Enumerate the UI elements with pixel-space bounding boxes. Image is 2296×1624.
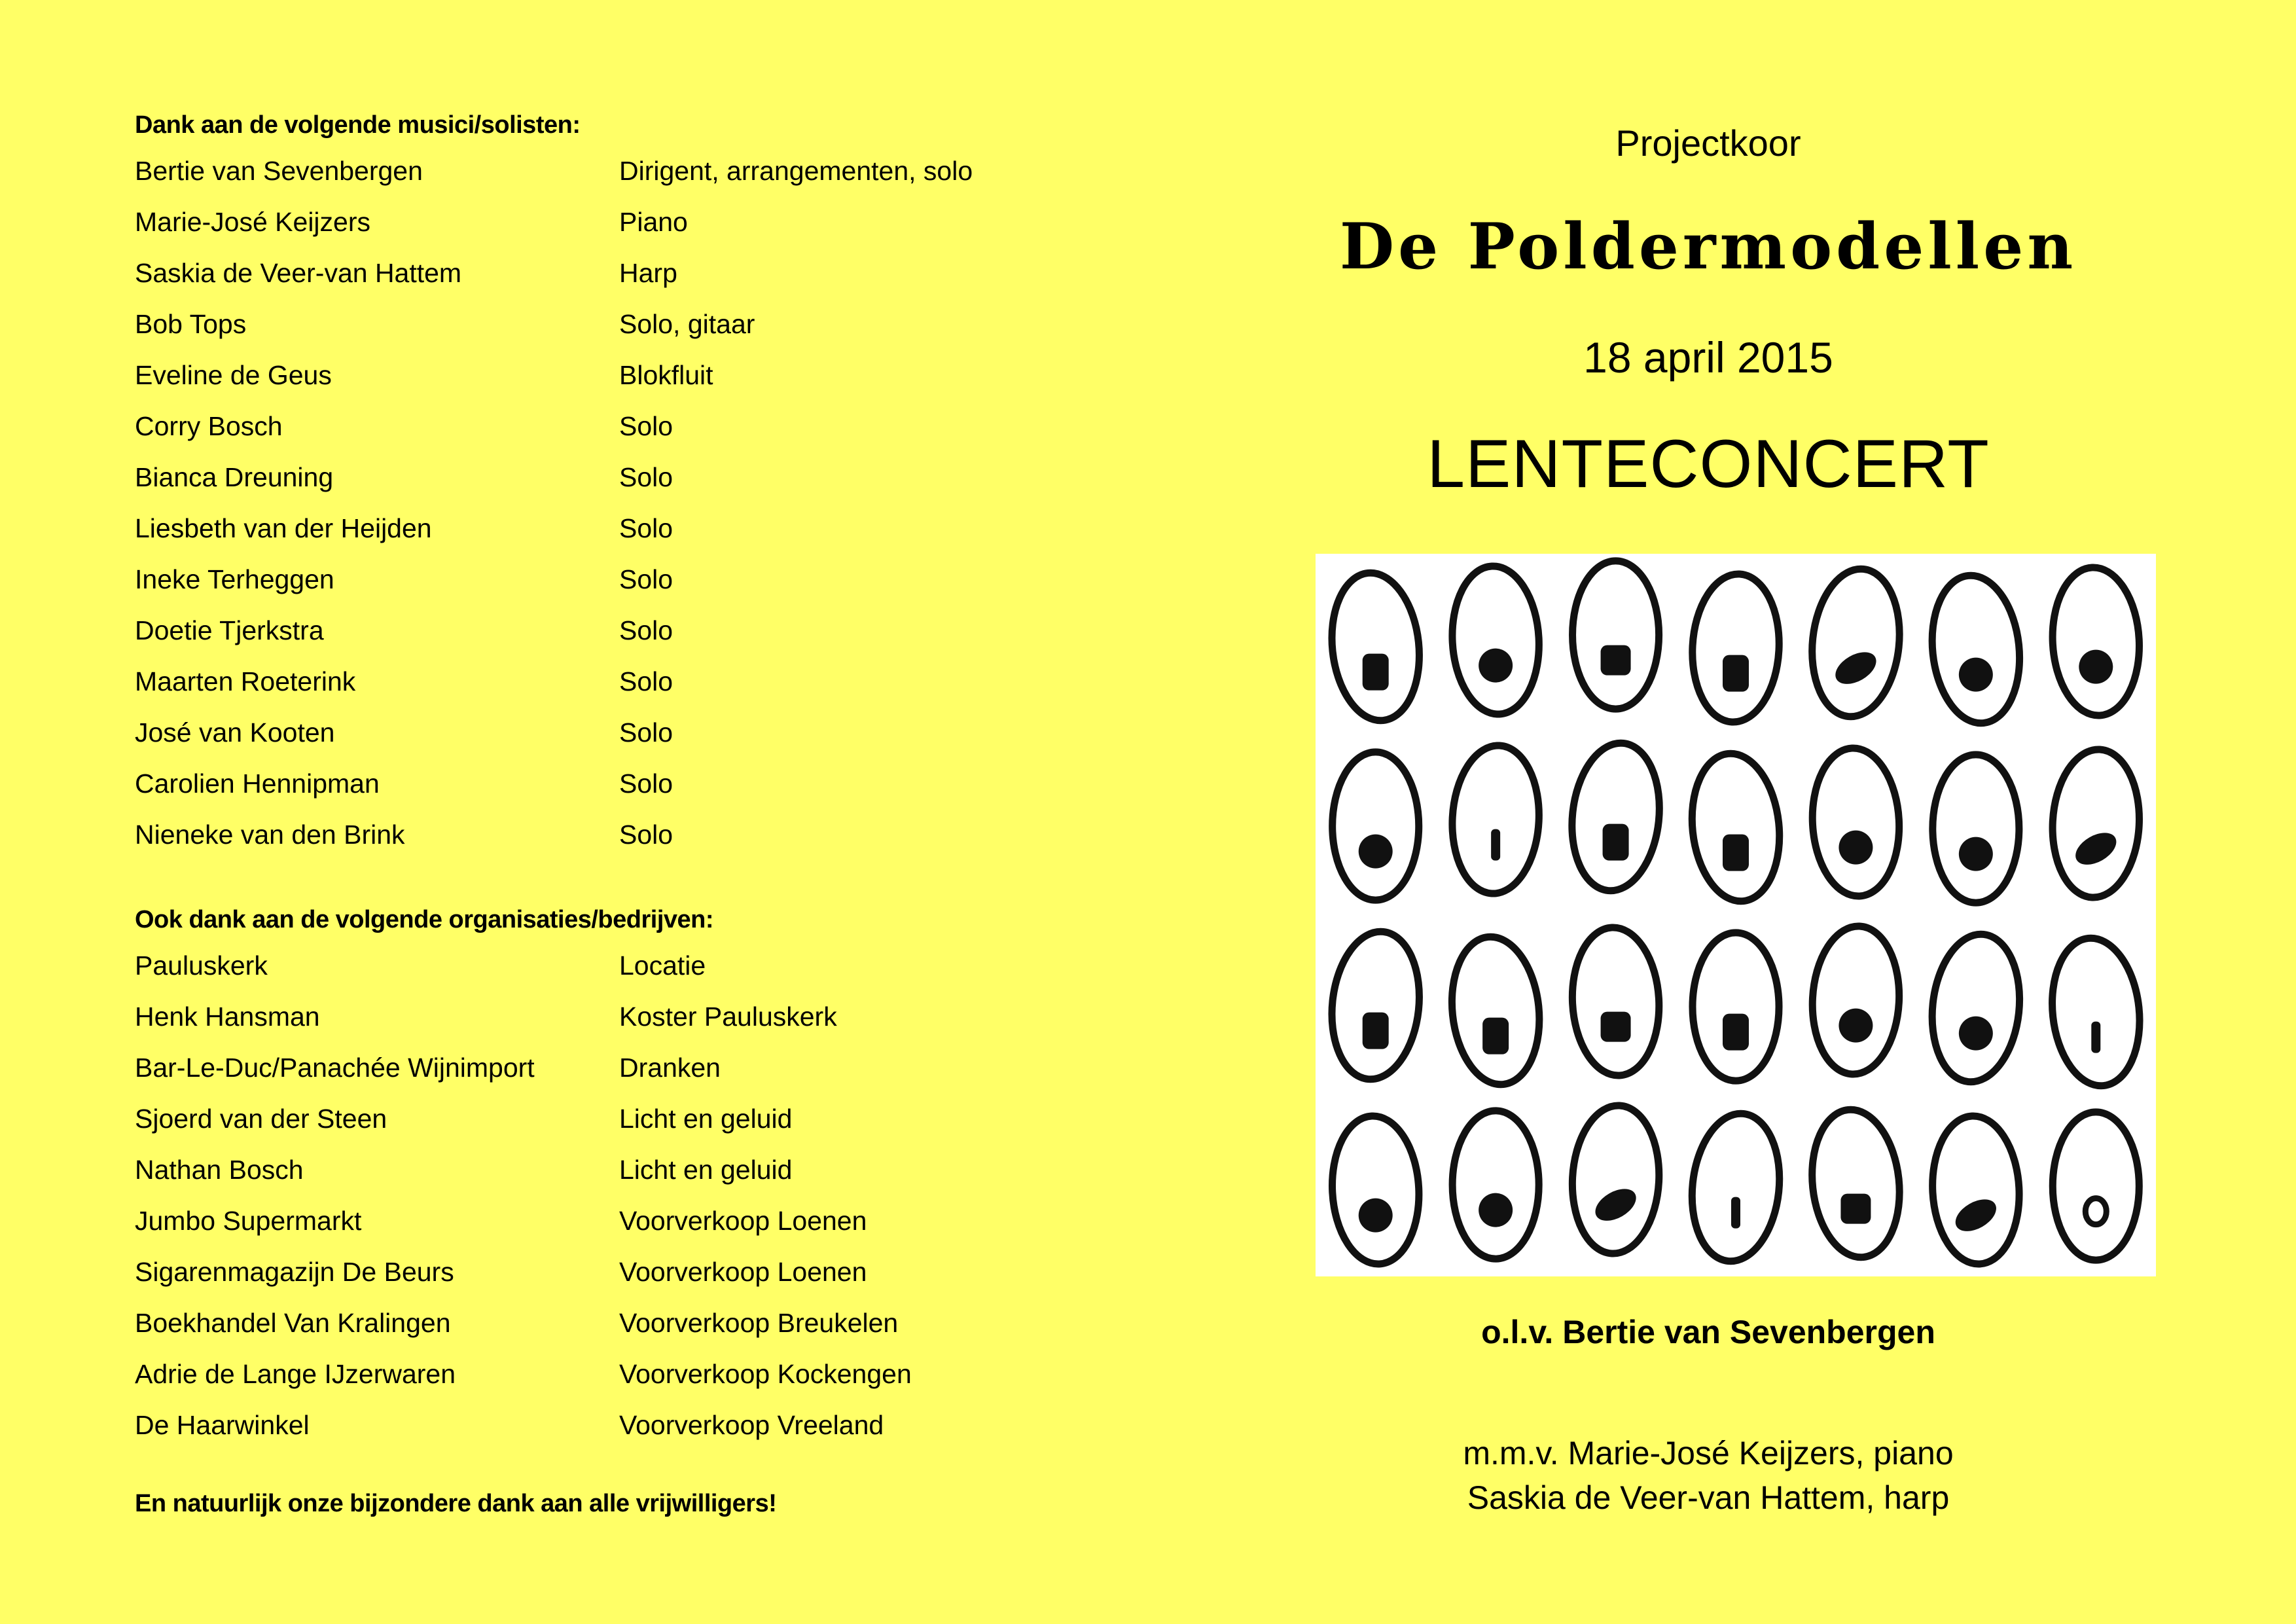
organisation-row-name: Nathan Bosch <box>135 1154 304 1185</box>
musician-row-role: Harp <box>619 257 677 288</box>
musician-row <box>135 350 1117 401</box>
mouth-shape <box>1731 1197 1740 1229</box>
mouth-outline <box>1329 1114 1423 1267</box>
mouth-shape <box>2070 826 2122 871</box>
organisation-row <box>135 1348 1117 1399</box>
musician-row-name: Bianca Dreuning <box>135 461 334 492</box>
musician-row <box>135 298 1117 350</box>
musician-row <box>135 196 1117 247</box>
mouth-outline <box>1452 1111 1539 1259</box>
mouth-shape <box>2079 650 2113 684</box>
organisation-row-role: Dranken <box>619 1052 721 1083</box>
concert-date: 18 april 2015 <box>1583 333 1833 382</box>
organisation-row-name: Pauluskerk <box>135 950 268 981</box>
mouth-outline <box>1573 561 1659 709</box>
mouth-shape <box>1959 1017 1993 1051</box>
organisation-row-role: Voorverkoop Vreeland <box>619 1409 884 1440</box>
mouth-outline <box>2049 748 2143 900</box>
organisation-row <box>135 1144 1117 1195</box>
musician-row-role: Dirigent, arrangementen, solo <box>619 155 973 186</box>
organisation-row-name: Sigarenmagazijn De Beurs <box>135 1256 454 1287</box>
mouth-outline <box>1569 926 1663 1078</box>
mouth-outline <box>1693 933 1779 1081</box>
choir-name: De Poldermodellen <box>1339 209 2077 283</box>
organisation-row-name: Jumbo Supermarkt <box>135 1205 362 1236</box>
musician-row-name: Marie-José Keijzers <box>135 206 370 237</box>
organisation-row-role: Voorverkoop Loenen <box>619 1205 867 1236</box>
mouth-outline <box>2045 934 2147 1091</box>
organisation-row <box>135 940 1117 991</box>
organisation-row-role: Koster Pauluskerk <box>619 1001 837 1032</box>
musician-row <box>135 247 1117 298</box>
musician-row-name: Bertie van Sevenbergen <box>135 155 423 186</box>
mouth-shape <box>1723 1014 1749 1051</box>
mouth-outline <box>2053 1112 2139 1260</box>
organisations-heading: Ook dank aan de volgende organisaties/bedrijven: <box>135 906 714 933</box>
organisation-row-name: Bar-Le-Duc/Panachée Wijnimport <box>135 1052 535 1083</box>
organisation-row-name: Adrie de Lange IJzerwaren <box>135 1358 456 1389</box>
cover-subtitle: Projectkoor <box>1615 122 1801 164</box>
musician-row <box>135 809 1117 860</box>
mouth-shape <box>1363 654 1389 691</box>
organisation-row <box>135 991 1117 1042</box>
musician-row <box>135 605 1117 656</box>
organisation-row-name: Boekhandel Van Kralingen <box>135 1307 451 1338</box>
mouth-shape <box>1491 829 1500 861</box>
mouths-drawing <box>1316 554 2156 1276</box>
mouth-shape <box>1830 645 1882 691</box>
musician-row-role: Solo <box>619 717 673 748</box>
musician-row-name: Eveline de Geus <box>135 359 332 390</box>
musician-row-name: Ineke Terheggen <box>135 564 334 594</box>
musician-row-role: Blokfluit <box>619 359 713 390</box>
thanks-panel <box>135 105 1117 1518</box>
spacer <box>135 860 1117 899</box>
musician-row-role: Solo <box>619 615 673 645</box>
mouth-outline <box>1685 749 1786 906</box>
mouth-shape <box>1839 1009 1873 1043</box>
musician-row-role: Solo <box>619 513 673 543</box>
mouth-outline <box>1925 930 2026 1087</box>
musician-row-role: Solo <box>619 410 673 441</box>
organisation-row <box>135 1042 1117 1093</box>
musician-row-name: Liesbeth van der Heijden <box>135 513 432 543</box>
musician-row <box>135 401 1117 452</box>
mouth-outline <box>1933 755 2019 903</box>
mouth-shape <box>1723 655 1749 692</box>
organisation-row-role: Voorverkoop Kockengen <box>619 1358 912 1389</box>
mouth-shape <box>1959 837 1993 871</box>
mouth-outline <box>1685 1110 1786 1266</box>
mouth-outline <box>1448 744 1543 896</box>
mouth-outline <box>1689 572 1783 725</box>
mouth-shape <box>1363 1013 1389 1049</box>
organisation-row <box>135 1246 1117 1297</box>
mouth-shape <box>1590 1182 1641 1227</box>
musicians-list <box>135 145 1117 860</box>
musician-row-role: Piano <box>619 206 688 237</box>
mouth-shape <box>1601 645 1631 676</box>
mouth-outline <box>1925 571 2026 728</box>
mouth-shape <box>1839 831 1873 865</box>
featuring-lines <box>1283 1431 2134 1520</box>
mouth-shape <box>1723 835 1749 871</box>
mouth-outline <box>1565 739 1666 895</box>
closing-note: En natuurlijk onze bijzondere dank aan alle vrijwilligers! <box>135 1490 777 1517</box>
mouth-shape <box>1950 1193 2001 1238</box>
mouth-shape <box>1840 1194 1871 1224</box>
musician-row <box>135 656 1117 707</box>
musician-row <box>135 503 1117 554</box>
organisation-row <box>135 1297 1117 1348</box>
organisation-row-name: De Haarwinkel <box>135 1409 310 1440</box>
mouth-shape <box>1601 1012 1631 1042</box>
organisation-row-role: Voorverkoop Loenen <box>619 1256 867 1287</box>
musician-row <box>135 554 1117 605</box>
mouth-outline <box>1929 1114 2023 1267</box>
organisation-row-name: Henk Hansman <box>135 1001 320 1032</box>
mouth-outline <box>1445 933 1547 1089</box>
mouth-outline <box>1569 1104 1663 1256</box>
musician-row <box>135 452 1117 503</box>
musician-row-name: Bob Tops <box>135 308 247 339</box>
mouth-shape <box>1359 1199 1393 1233</box>
organisation-row <box>135 1093 1117 1144</box>
musician-row-name: Carolien Hennipman <box>135 768 380 799</box>
musician-row <box>135 707 1117 758</box>
musician-row-name: José van Kooten <box>135 717 335 748</box>
musician-row-role: Solo <box>619 564 673 594</box>
organisation-row-role: Voorverkoop Breukelen <box>619 1307 899 1338</box>
featuring-harpist: Saskia de Veer-van Hattem, harp <box>1467 1479 1950 1516</box>
organisation-row-role: Licht en geluid <box>619 1103 793 1134</box>
mouth-outline <box>1809 924 1903 1077</box>
musician-row-name: Saskia de Veer-van Hattem <box>135 257 462 288</box>
organisation-row <box>135 1399 1117 1451</box>
musician-row-name: Corry Bosch <box>135 410 283 441</box>
mouth-outline <box>1809 746 1903 899</box>
musician-row-name: Doetie Tjerkstra <box>135 615 324 645</box>
mouth-shape <box>2085 1199 2106 1225</box>
organisation-row <box>135 1195 1117 1246</box>
mouth-outline <box>1333 752 1419 900</box>
mouth-outline <box>1805 1106 1907 1262</box>
mouth-outline <box>1805 565 1907 721</box>
organisation-row-role: Locatie <box>619 950 706 981</box>
concert-title: LENTECONCERT <box>1427 426 1990 502</box>
musician-row-role: Solo <box>619 666 673 696</box>
mouth-shape <box>1959 658 1993 692</box>
musicians-heading: Dank aan de volgende musici/solisten: <box>135 111 581 139</box>
musician-row-role: Solo <box>619 461 673 492</box>
organisation-row-name: Sjoerd van der Steen <box>135 1103 387 1134</box>
conductor-line: o.l.v. Bertie van Sevenbergen <box>1481 1314 1935 1350</box>
featuring-pianist: m.m.v. Marie-José Keijzers, piano <box>1463 1435 1954 1471</box>
musician-row-role: Solo, gitaar <box>619 308 755 339</box>
musician-row-name: Nieneke van den Brink <box>135 819 405 850</box>
mouth-outline <box>2049 566 2143 718</box>
musician-row <box>135 758 1117 809</box>
musician-row-name: Maarten Roeterink <box>135 666 356 696</box>
mouth-shape <box>1359 835 1393 869</box>
mouth-shape <box>1603 824 1629 861</box>
mouth-outline <box>1325 569 1426 725</box>
mouth-shape <box>1479 1193 1513 1227</box>
singing-mouths-illustration <box>1316 554 2156 1276</box>
musician-row-role: Solo <box>619 819 673 850</box>
musician-row <box>135 145 1117 196</box>
mouth-shape <box>1482 1018 1509 1055</box>
mouth-outline <box>1448 564 1543 717</box>
musician-row-role: Solo <box>619 768 673 799</box>
mouth-shape <box>1479 649 1513 683</box>
mouth-shape <box>2091 1022 2100 1053</box>
organisation-row-role: Licht en geluid <box>619 1154 793 1185</box>
mouth-outline <box>1325 928 1426 1084</box>
organisations-list <box>135 940 1117 1451</box>
